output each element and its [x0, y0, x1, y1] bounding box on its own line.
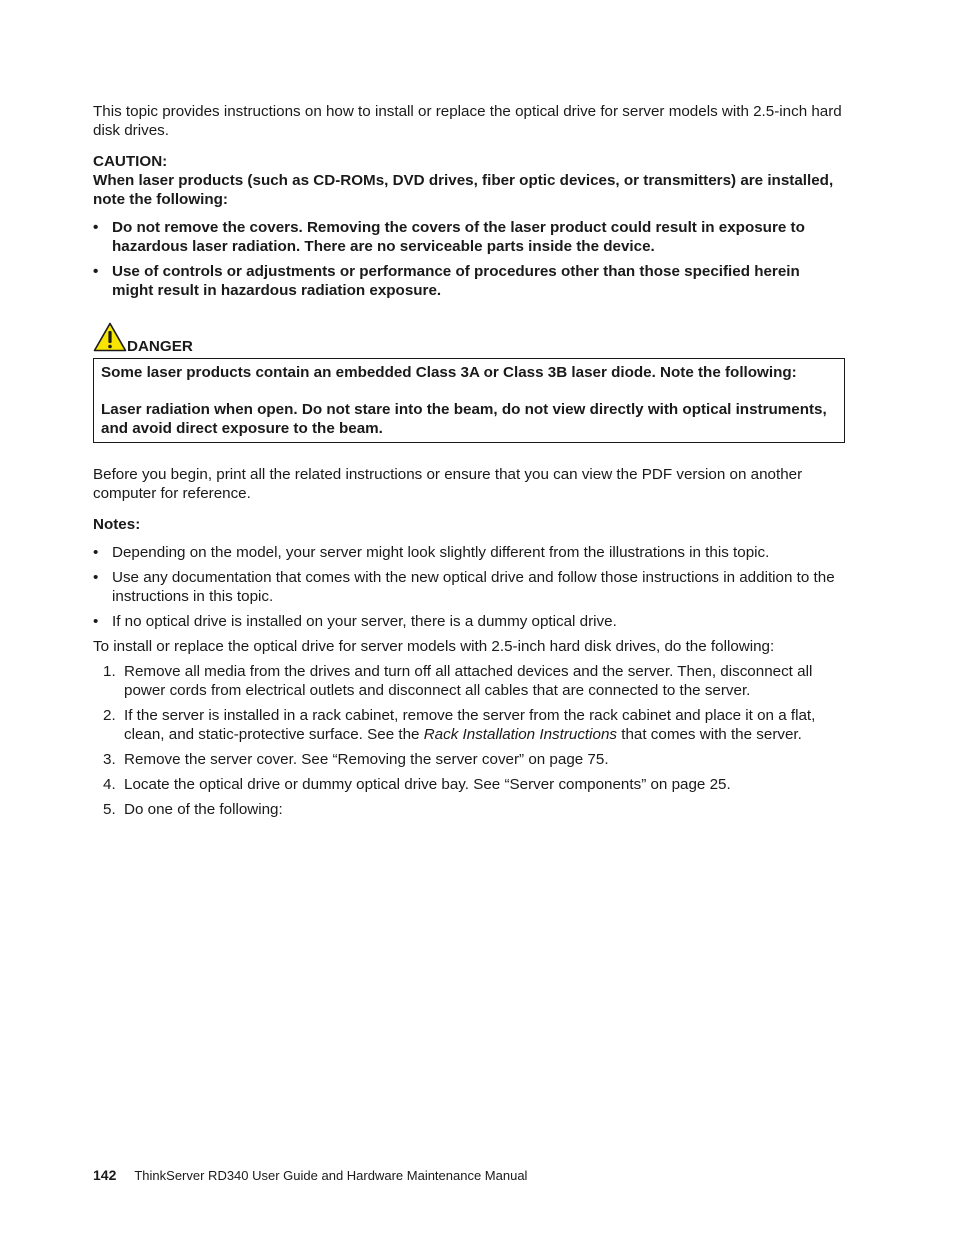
note-item: • If no optical drive is installed on your server, there is a dummy optical drive.	[93, 612, 845, 631]
caution-list	[93, 218, 845, 300]
step-number: 4.	[103, 776, 116, 793]
step-item	[93, 800, 845, 819]
danger-line: Laser radiation when open. Do not stare into the beam, do not view directly with optical instruments, and avoid direct exposure to the beam.	[101, 401, 827, 437]
note-item: • Use any documentation that comes with the new optical drive and follow those instructions in addition to the instructions in this topic.	[93, 568, 845, 606]
danger-line: Some laser products contain an embedded Class 3A or Class 3B laser diode. Note the following:	[101, 364, 797, 381]
danger-label: DANGER	[127, 338, 193, 355]
document-page	[93, 102, 845, 825]
before-paragraph: Before you begin, print all the related instructions or ensure that you can view the PDF version on another computer for reference.	[93, 466, 803, 502]
page-footer	[93, 1166, 527, 1185]
step-item	[93, 775, 845, 794]
step-item	[93, 706, 845, 744]
notes-title: Notes:	[93, 516, 141, 533]
caution-text: When laser products (such as CD-ROMs, DVD drives, fiber optic devices, or transmitters) are installed, note the following:	[93, 172, 834, 208]
warning-triangle-icon	[93, 322, 127, 352]
note-item: • Depending on the model, your server might look slightly different from the illustrations in this topic.	[93, 543, 845, 562]
step-text: Remove the server cover. See “Removing the server cover” on page 75.	[124, 751, 609, 768]
notes-list	[93, 543, 845, 631]
steps-list	[93, 662, 845, 819]
caution-item: • Do not remove the covers. Removing the covers of the laser product could result in exposure to hazardous laser radiation. There are no serviceable parts inside the device.	[93, 218, 845, 256]
step-text: Do one of the following:	[124, 801, 283, 818]
danger-box	[93, 358, 845, 443]
steps-intro: To install or replace the optical drive for server models with 2.5-inch hard disk drives, do the following:	[93, 638, 775, 655]
footer-title: ThinkServer RD340 User Guide and Hardware Maintenance Manual	[134, 1168, 528, 1183]
step-number: 3.	[103, 751, 116, 768]
page-number: 142	[93, 1167, 117, 1183]
step-number: 1.	[103, 663, 116, 680]
step-item	[93, 662, 845, 700]
danger-heading	[93, 320, 845, 355]
step-item	[93, 750, 845, 769]
step-text: that comes with the server.	[617, 726, 802, 743]
step-text: If the server is installed in a rack cabinet, remove the server from the rack cabinet and place it on a flat, clean, and static-protective surface. See the	[124, 707, 816, 743]
step-number: 5.	[103, 801, 116, 818]
intro-paragraph: This topic provides instructions on how to install or replace the optical drive for server models with 2.5-inch hard disk drives.	[93, 103, 842, 139]
step-text: Remove all media from the drives and turn off all attached devices and the server. Then, disconnect all power cords from electrical outlets and disconnect all cables that are connected to the server.	[124, 663, 813, 699]
caution-item: • Use of controls or adjustments or performance of procedures other than those specified herein might result in hazardous radiation exposure.	[93, 262, 845, 300]
step-number: 2.	[103, 707, 116, 724]
caution-title: CAUTION:	[93, 153, 168, 170]
step-emphasis: Rack Installation Instructions	[423, 726, 618, 743]
step-text: Locate the optical drive or dummy optical drive bay. See “Server components” on page 25.	[124, 776, 731, 793]
